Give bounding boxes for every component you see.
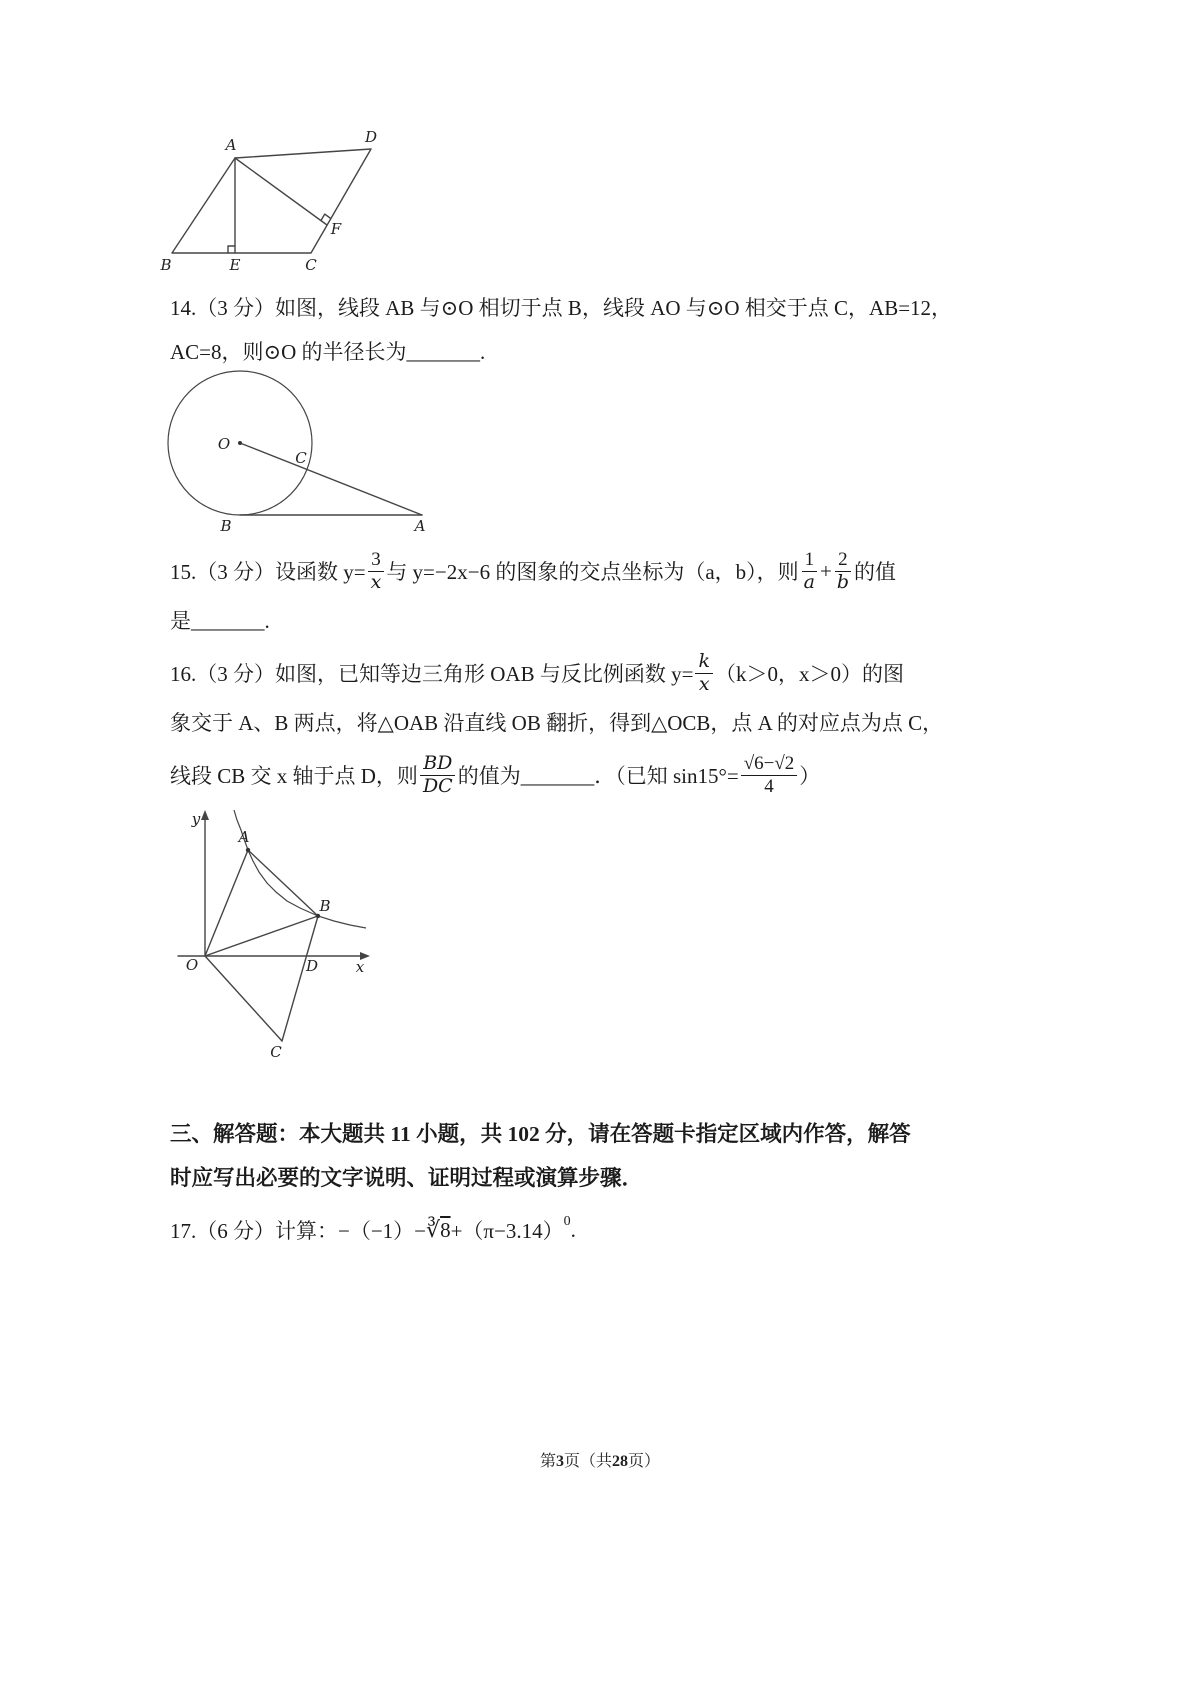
- frac-num: 1: [802, 549, 818, 571]
- q17-text-2: +（π−3.14）: [450, 1219, 564, 1243]
- label-A: A: [414, 517, 426, 535]
- section-3-line2: 时应写出必要的文字说明、证明过程或演算步骤．: [170, 1166, 644, 1190]
- tangent-lines: [240, 443, 422, 515]
- frac-den: b: [836, 570, 850, 593]
- q15-line2: 是_______.: [170, 609, 270, 633]
- label-O: O: [185, 956, 199, 974]
- label-C: C: [270, 1043, 282, 1061]
- frac-den: 4: [764, 775, 774, 797]
- fraction-k-over-x: [695, 651, 713, 695]
- label-B: B: [220, 517, 232, 535]
- cube-root-sign: ∛: [426, 1217, 441, 1242]
- q16-text-4: 的值为_______．（已知 sin15°=: [457, 764, 739, 788]
- footer-text: 第: [539, 1453, 556, 1470]
- q14-line1: 14.（3 分）如图，线段 AB 与⊙O 相切于点 B，线段 AO 与⊙O 相交于点 C，AB=12，: [170, 296, 953, 320]
- q16-text-1: 16.（3 分）如图，已知等边三角形 OAB 与反比例函数 y=: [170, 662, 694, 686]
- label-E: E: [229, 256, 241, 274]
- fraction-3-over-x: [368, 549, 385, 593]
- q16-text-3: 线段 CB 交 x 轴于点 D，则: [170, 764, 418, 788]
- label-O: O: [217, 435, 231, 453]
- q14-line2: AC=8，则⊙O 的半径长为_______.: [170, 340, 486, 364]
- q15-text-2: 与 y=−2x−6 的图象的交点坐标为（a，b），则: [386, 560, 799, 584]
- y-axis-arrow: [201, 810, 209, 820]
- question-16: [170, 645, 943, 805]
- label-D: D: [364, 128, 378, 146]
- frac-num: 3: [368, 549, 384, 571]
- footer-text: 页）: [628, 1453, 661, 1470]
- page-footer: [0, 1448, 1200, 1471]
- section-3-line1: 三、解答题：本大题共 11 小题，共 102 分，请在答题卡指定区域内作答，解答: [170, 1122, 911, 1146]
- q16-line2: 象交于 A、B 两点，将△OAB 沿直线 OB 翻折，得到△OCB，点 A 的对应点为点 C，: [170, 711, 944, 735]
- q15-text-1: 15.（3 分）设函数 y=: [170, 560, 366, 584]
- fraction-sqrt6-minus-sqrt2-over-4: [741, 753, 798, 797]
- label-A: A: [238, 828, 250, 846]
- q17-line1: [170, 1206, 576, 1254]
- frac-num: k: [695, 651, 713, 673]
- fraction-BD-over-DC: [420, 753, 456, 797]
- question-15: [170, 543, 896, 643]
- question-17: [170, 1206, 576, 1254]
- cube-root-radicand: 8: [440, 1217, 451, 1242]
- frac-num: √6−√2: [741, 753, 798, 775]
- frac-num: BD: [420, 753, 455, 775]
- figure-coordinate-triangle: [170, 808, 400, 1070]
- point-A-dot: [246, 848, 250, 852]
- label-y: y: [191, 810, 201, 828]
- frac-den: x: [698, 672, 710, 695]
- q16-text-2: （k＞0，x＞0）的图: [714, 662, 904, 686]
- q16-line1: [170, 645, 943, 701]
- label-F: F: [330, 220, 342, 238]
- center-dot: [238, 441, 242, 445]
- frac-den: x: [370, 570, 382, 593]
- label-C: C: [305, 256, 317, 274]
- q16-text-5: ）: [799, 764, 821, 788]
- figure-circle-tangent: [160, 365, 460, 545]
- q16-line3: [170, 745, 943, 805]
- fraction-1-over-a: [801, 549, 818, 593]
- frac-den: a: [803, 570, 815, 593]
- q17-text-1: 17.（6 分）计算：−（−1）−: [170, 1219, 427, 1243]
- label-B: B: [160, 256, 172, 274]
- q15-text-3: 的值: [854, 560, 897, 584]
- footer-text: 页（共: [563, 1453, 612, 1470]
- label-D: D: [305, 957, 319, 975]
- figure-parallelogram: [150, 120, 430, 275]
- q17-text-3: .: [570, 1217, 576, 1242]
- triangle-lines: [205, 850, 318, 1041]
- label-C: C: [295, 449, 307, 467]
- section-3-header: [170, 1112, 911, 1200]
- q15-line1: [170, 543, 896, 599]
- hyperbola-curve: [234, 810, 366, 928]
- question-14: [170, 286, 952, 374]
- footer-total-pages: 28: [612, 1453, 628, 1470]
- exponent-zero: 0: [563, 1214, 571, 1229]
- label-x: x: [355, 958, 365, 976]
- q15-plus: +: [820, 558, 832, 583]
- label-A: A: [225, 136, 237, 154]
- frac-den: DC: [422, 774, 453, 797]
- frac-num: 2: [835, 549, 851, 571]
- fraction-2-over-b: [834, 549, 852, 593]
- footer-page-number: 3: [555, 1453, 564, 1470]
- label-B: B: [319, 897, 331, 915]
